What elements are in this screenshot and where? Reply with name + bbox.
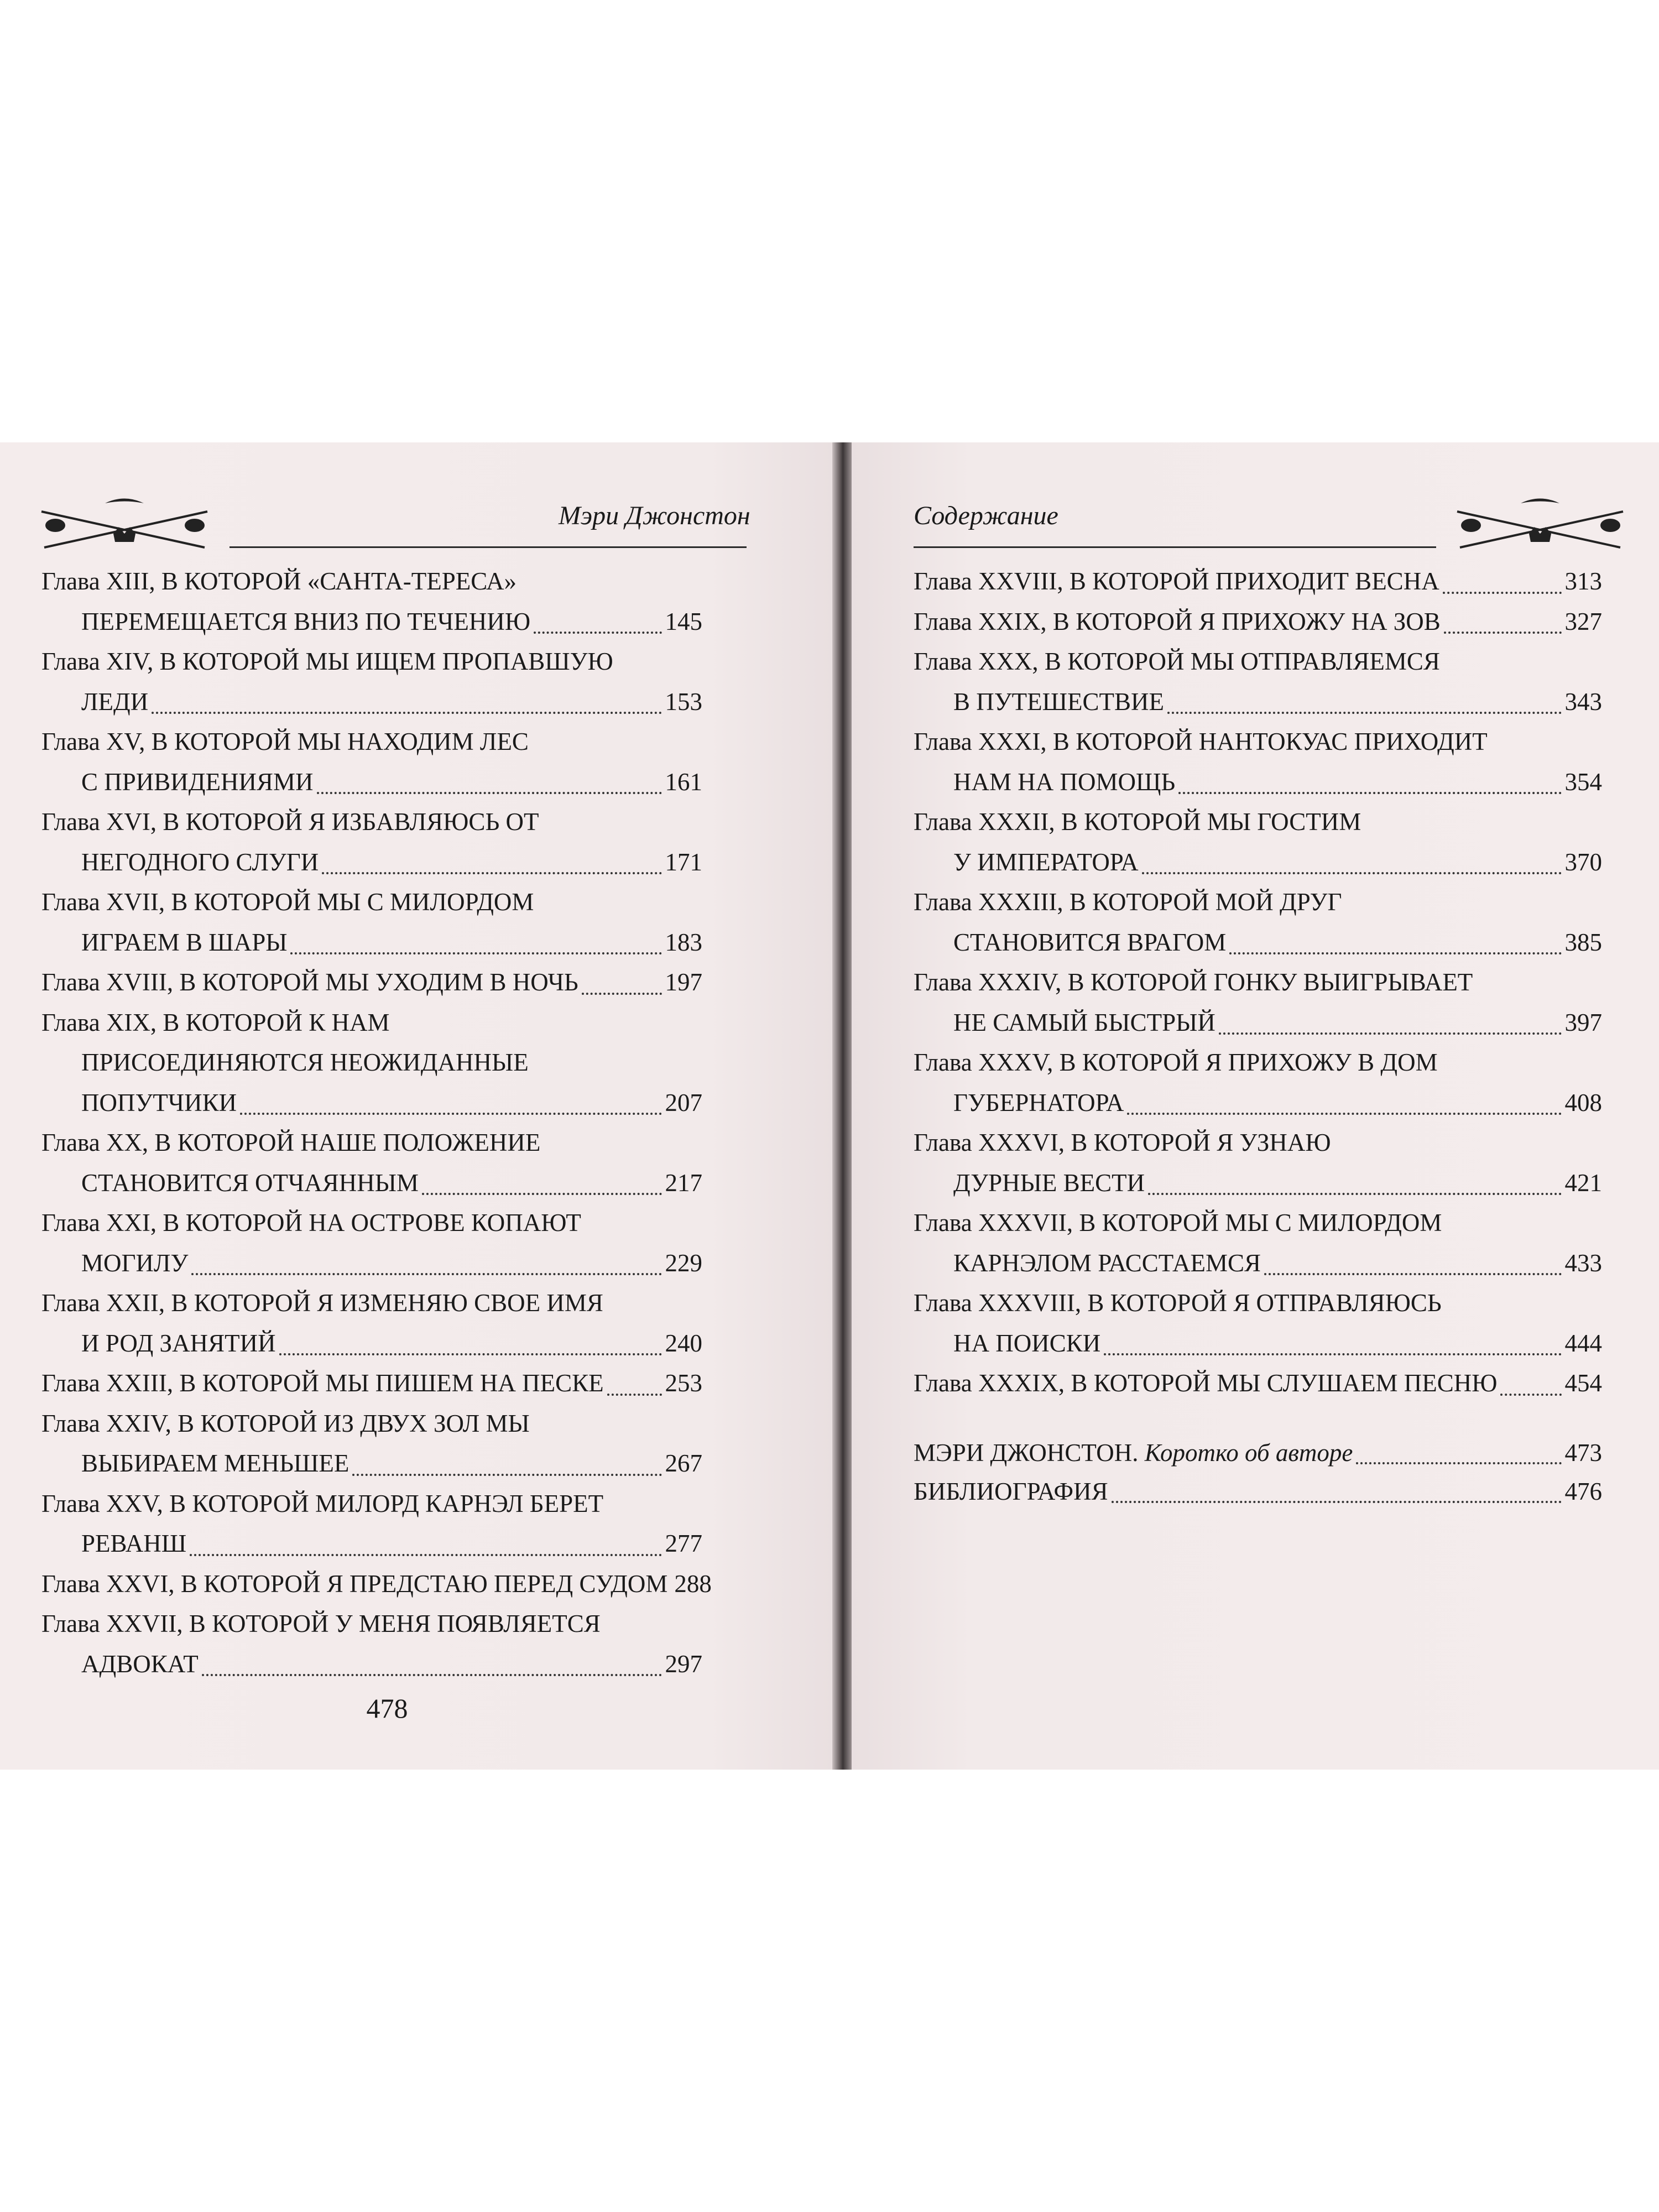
toc-entry-title: В ПУТЕШЕСТВИЕ — [953, 687, 1164, 716]
appendix-item-title: БИБЛИОГРАФИЯ — [914, 1478, 1108, 1505]
toc-entry-title: Глава XXX, В КОТОРОЙ МЫ ОТПРАВЛЯЕМСЯ — [914, 648, 1440, 675]
dot-leader — [202, 1673, 662, 1676]
toc-entry — [41, 1203, 702, 1283]
toc-page-number: 327 — [1564, 607, 1602, 635]
toc-entry-title: МОГИЛУ — [81, 1249, 189, 1277]
toc-page-number: 313 — [1564, 567, 1602, 595]
toc-entry-title: КАРНЭЛОМ РАССТАЕМСЯ — [953, 1249, 1261, 1277]
toc-entry-title: СТАНОВИТСЯ ВРАГОМ — [953, 928, 1227, 956]
toc-entry-title: Глава XX, В КОТОРОЙ НАШЕ ПОЛОЖЕНИЕ — [41, 1129, 541, 1156]
toc-line — [914, 722, 1602, 762]
toc-line — [914, 602, 1602, 642]
dot-leader — [1127, 1112, 1561, 1115]
dot-leader — [582, 992, 662, 995]
toc-line — [41, 602, 702, 642]
toc-entry-title: Глава XIX, В КОТОРОЙ К НАМ — [41, 1008, 390, 1036]
toc-entry — [914, 641, 1602, 722]
toc-page-number: 145 — [665, 607, 702, 635]
toc-line — [914, 1083, 1602, 1123]
toc-page-number: 277 — [665, 1530, 702, 1557]
toc-line — [914, 1323, 1602, 1364]
dot-leader — [1142, 871, 1562, 874]
dot-leader — [1219, 1031, 1562, 1035]
toc-page-number: 240 — [665, 1329, 702, 1357]
toc-entry-title: С ПРИВИДЕНИЯМИ — [81, 768, 314, 796]
toc-line — [914, 1363, 1602, 1404]
toc-line — [914, 1283, 1602, 1323]
dot-leader — [190, 1553, 661, 1556]
toc-line — [41, 1042, 702, 1083]
toc-line — [914, 1203, 1602, 1243]
toc-entry-title: ИГРАЕМ В ШАРЫ — [81, 928, 288, 956]
toc-page-number: 433 — [1564, 1249, 1602, 1277]
right-header-rule — [914, 546, 1436, 548]
toc-line — [41, 1163, 702, 1203]
dot-leader — [1356, 1461, 1561, 1464]
toc-line — [914, 682, 1602, 722]
toc-line — [41, 922, 702, 963]
toc-line — [41, 1443, 702, 1484]
appendix-item — [914, 1472, 1602, 1511]
toc-entry-title: ВЫБИРАЕМ МЕНЬШЕЕ — [81, 1449, 349, 1477]
toc-line — [41, 962, 702, 1003]
toc-line — [41, 762, 702, 802]
toc-page-number: 421 — [1564, 1168, 1602, 1197]
toc-page-number: 343 — [1564, 687, 1602, 716]
toc-entry — [914, 802, 1602, 882]
toc-entry-title: Глава XXIII, В КОТОРОЙ МЫ ПИШЕМ НА ПЕСКЕ — [41, 1369, 604, 1397]
appendix-page-number: 476 — [1564, 1478, 1602, 1505]
toc-entry-title: ГУБЕРНАТОРА — [953, 1088, 1124, 1117]
right-running-header: Содержание — [914, 501, 1058, 530]
toc-entry — [41, 1484, 702, 1564]
toc-entry-title: Глава XXI, В КОТОРОЙ НА ОСТРОВЕ КОПАЮТ — [41, 1209, 581, 1237]
toc-line — [914, 802, 1602, 842]
toc-entry-title: Глава XXXVII, В КОТОРОЙ МЫ С МИЛОРДОМ — [914, 1209, 1442, 1237]
toc-entry-title: Глава XXXI, В КОТОРОЙ НАНТОКУАС ПРИХОДИТ — [914, 728, 1488, 755]
dot-leader — [534, 630, 661, 634]
right-page — [852, 442, 1659, 1770]
toc-line — [914, 561, 1602, 602]
toc-page-number: 444 — [1564, 1329, 1602, 1357]
toc-entry-title: РЕВАНШ — [81, 1530, 187, 1557]
toc-page-number: 385 — [1564, 928, 1602, 956]
toc-entry-title: Глава XVIII, В КОТОРОЙ МЫ УХОДИМ В НОЧЬ — [41, 968, 578, 996]
toc-entry — [914, 962, 1602, 1042]
toc-line — [914, 762, 1602, 802]
toc-entry-title: И РОД ЗАНЯТИЙ — [81, 1329, 276, 1357]
toc-page-number: 297 — [665, 1650, 702, 1678]
toc-line — [41, 842, 702, 883]
toc-entry — [914, 1203, 1602, 1283]
dot-leader — [1444, 630, 1562, 634]
toc-entry-title: Глава XIII, В КОТОРОЙ «САНТА-ТЕРЕСА» — [41, 567, 517, 595]
toc-entry-title: Глава XXII, В КОТОРОЙ Я ИЗМЕНЯЮ СВОЕ ИМЯ — [41, 1289, 603, 1317]
toc-entry — [914, 722, 1602, 802]
toc-line — [41, 1203, 702, 1243]
toc-entry — [41, 1283, 702, 1363]
appendix-item — [914, 1433, 1602, 1472]
toc-page-number: 207 — [665, 1088, 702, 1117]
left-page — [0, 442, 832, 1770]
toc-entry — [41, 722, 702, 802]
toc-page-number: 397 — [1564, 1008, 1602, 1036]
dot-leader — [279, 1352, 662, 1355]
toc-entry-title: Глава XXVII, В КОТОРОЙ У МЕНЯ ПОЯВЛЯЕТСЯ — [41, 1610, 601, 1637]
toc-page-number: 454 — [1564, 1369, 1602, 1397]
toc-line — [41, 1363, 702, 1404]
toc-entry-title: ПЕРЕМЕЩАЕТСЯ ВНИЗ ПО ТЕЧЕНИЮ — [81, 607, 531, 635]
right-toc — [914, 561, 1602, 1404]
toc-entry-title: Глава XXXIV, В КОТОРОЙ ГОНКУ ВЫИГРЫВАЕТ — [914, 968, 1473, 996]
toc-entry — [41, 802, 702, 882]
dot-leader — [191, 1272, 661, 1275]
toc-line — [41, 1644, 702, 1684]
toc-page-number: 161 — [665, 768, 702, 796]
toc-entry — [41, 1123, 702, 1203]
dot-leader — [1148, 1192, 1561, 1195]
toc-entry — [914, 1042, 1602, 1123]
book-spread — [0, 442, 1659, 1770]
toc-entry-title: Глава XVI, В КОТОРОЙ Я ИЗБАВЛЯЮСЬ ОТ — [41, 808, 539, 836]
dot-leader — [1167, 711, 1562, 714]
toc-entry — [41, 1363, 702, 1404]
toc-line — [41, 1123, 702, 1163]
dot-leader — [322, 871, 661, 874]
toc-line — [41, 1564, 712, 1604]
appendix-item-title: МЭРИ ДЖОНСТОН. — [914, 1439, 1139, 1467]
toc-entry-title: Глава XV, В КОТОРОЙ МЫ НАХОДИМ ЛЕС — [41, 728, 529, 755]
toc-line — [41, 1003, 702, 1043]
toc-line — [914, 882, 1602, 922]
toc-page-number: 183 — [665, 928, 702, 956]
toc-entry — [914, 882, 1602, 962]
toc-entry-title: Глава XXIV, В КОТОРОЙ ИЗ ДВУХ ЗОЛ МЫ — [41, 1409, 530, 1437]
toc-entry-title: Глава XVII, В КОТОРОЙ МЫ С МИЛОРДОМ — [41, 888, 534, 916]
toc-entry — [41, 1604, 702, 1684]
toc-entry-title: Глава XXIX, В КОТОРОЙ Я ПРИХОЖУ НА ЗОВ — [914, 607, 1441, 635]
dot-leader — [1229, 951, 1561, 954]
toc-entry-title: Глава XXXII, В КОТОРОЙ МЫ ГОСТИМ — [914, 808, 1361, 836]
toc-entry-title: ПРИСОЕДИНЯЮТСЯ НЕОЖИДАННЫЕ — [81, 1048, 529, 1076]
toc-entry-title: АДВОКАТ — [81, 1650, 199, 1678]
toc-entry-title: Глава XXXVIII, В КОТОРОЙ Я ОТПРАВЛЯЮСЬ — [914, 1289, 1442, 1317]
toc-line — [41, 1243, 702, 1284]
toc-line — [914, 641, 1602, 682]
toc-line — [914, 842, 1602, 883]
toc-entry-title: Глава XXXVI, В КОТОРОЙ Я УЗНАЮ — [914, 1129, 1331, 1156]
book-gutter — [832, 442, 852, 1770]
dot-leader — [607, 1392, 662, 1396]
toc-line — [41, 1604, 702, 1644]
toc-page-number: 217 — [665, 1168, 702, 1197]
toc-line — [41, 1524, 702, 1564]
dot-leader — [1104, 1352, 1561, 1355]
toc-page-number: 253 — [665, 1369, 702, 1397]
toc-entry-title: У ИМПЕРАТОРА — [953, 848, 1139, 876]
toc-line — [41, 1404, 702, 1444]
appendix-item-subtitle: Коротко об авторе — [1138, 1439, 1353, 1467]
toc-line — [914, 1003, 1602, 1043]
toc-entry — [41, 1003, 702, 1123]
dot-leader — [1500, 1392, 1561, 1396]
toc-line — [41, 1323, 702, 1364]
toc-entry-title: Глава XXXIX, В КОТОРОЙ МЫ СЛУШАЕМ ПЕСНЮ — [914, 1369, 1498, 1397]
toc-entry-title: Глава XIV, В КОТОРОЙ МЫ ИЩЕМ ПРОПАВШУЮ — [41, 648, 613, 675]
right-appendix-list — [914, 1433, 1602, 1511]
dot-leader — [1443, 591, 1562, 594]
toc-line — [41, 882, 702, 922]
toc-entry — [41, 882, 702, 962]
toc-line — [41, 802, 702, 842]
toc-entry-title: СТАНОВИТСЯ ОТЧАЯННЫМ — [81, 1168, 419, 1197]
toc-page-number: 267 — [665, 1449, 702, 1477]
toc-entry-title: НА ПОИСКИ — [953, 1329, 1101, 1357]
toc-entry-title: Глава XXVI, В КОТОРОЙ Я ПРЕДСТАЮ ПЕРЕД СУДОМ — [41, 1569, 668, 1598]
toc-page-number: 229 — [665, 1249, 702, 1277]
toc-entry — [41, 561, 702, 641]
toc-page-number: 197 — [665, 968, 702, 996]
left-running-header: Мэри Джонстон — [559, 501, 750, 530]
toc-page-number: 288 — [674, 1569, 712, 1598]
toc-entry-title: ЛЕДИ — [81, 687, 149, 716]
toc-page-number: 408 — [1564, 1088, 1602, 1117]
toc-entry-title: НЕГОДНОГО СЛУГИ — [81, 848, 319, 876]
toc-entry-title: ДУРНЫЕ ВЕСТИ — [953, 1168, 1145, 1197]
toc-line — [41, 1484, 702, 1524]
toc-entry — [914, 561, 1602, 602]
toc-entry — [914, 1123, 1602, 1203]
toc-line — [914, 1123, 1602, 1163]
left-header-rule — [229, 546, 747, 548]
dot-leader — [317, 791, 662, 794]
page-number: 478 — [366, 1693, 408, 1724]
toc-entry-title: Глава XXXV, В КОТОРОЙ Я ПРИХОЖУ В ДОМ — [914, 1048, 1438, 1076]
toc-line — [41, 722, 702, 762]
toc-line — [41, 1283, 702, 1323]
dot-leader — [290, 951, 661, 954]
toc-entry — [41, 641, 702, 722]
toc-line — [41, 561, 702, 602]
toc-line — [41, 1083, 702, 1123]
appendix-page-number: 473 — [1564, 1439, 1602, 1467]
left-toc — [41, 561, 712, 1684]
toc-entry — [41, 1404, 702, 1484]
toc-entry-title: НЕ САМЫЙ БЫСТРЫЙ — [953, 1008, 1215, 1036]
toc-entry-title: Глава XXV, В КОТОРОЙ МИЛОРД КАРНЭЛ БЕРЕТ — [41, 1489, 604, 1517]
toc-line — [914, 1163, 1602, 1203]
toc-line — [914, 922, 1602, 963]
toc-entry-title: ПОПУТЧИКИ — [81, 1088, 237, 1117]
toc-entry — [41, 962, 702, 1003]
toc-entry-title: НАМ НА ПОМОЩЬ — [953, 768, 1176, 796]
toc-line — [41, 641, 702, 682]
dot-leader — [240, 1112, 661, 1115]
toc-page-number: 354 — [1564, 768, 1602, 796]
toc-entry-title: Глава XXVIII, В КОТОРОЙ ПРИХОДИТ ВЕСНА — [914, 567, 1439, 595]
dot-leader — [1112, 1500, 1562, 1503]
toc-line — [41, 682, 702, 722]
dot-leader — [422, 1192, 661, 1195]
toc-line — [914, 962, 1602, 1003]
dot-leader — [352, 1473, 661, 1476]
dot-leader — [1264, 1272, 1561, 1275]
toc-line — [914, 1042, 1602, 1083]
toc-line — [914, 1243, 1602, 1284]
toc-page-number: 370 — [1564, 848, 1602, 876]
toc-entry — [914, 1363, 1602, 1404]
toc-entry — [914, 1283, 1602, 1363]
toc-entry — [41, 1564, 712, 1604]
toc-entry-title: Глава XXXIII, В КОТОРОЙ МОЙ ДРУГ — [914, 888, 1342, 916]
dot-leader — [1178, 791, 1561, 794]
crossed-swords-crown-bird-icon — [33, 495, 216, 556]
crossed-swords-crown-bird-icon — [1449, 495, 1631, 556]
toc-entry — [914, 602, 1602, 642]
toc-page-number: 171 — [665, 848, 702, 876]
toc-page-number: 153 — [665, 687, 702, 716]
dot-leader — [152, 711, 661, 714]
